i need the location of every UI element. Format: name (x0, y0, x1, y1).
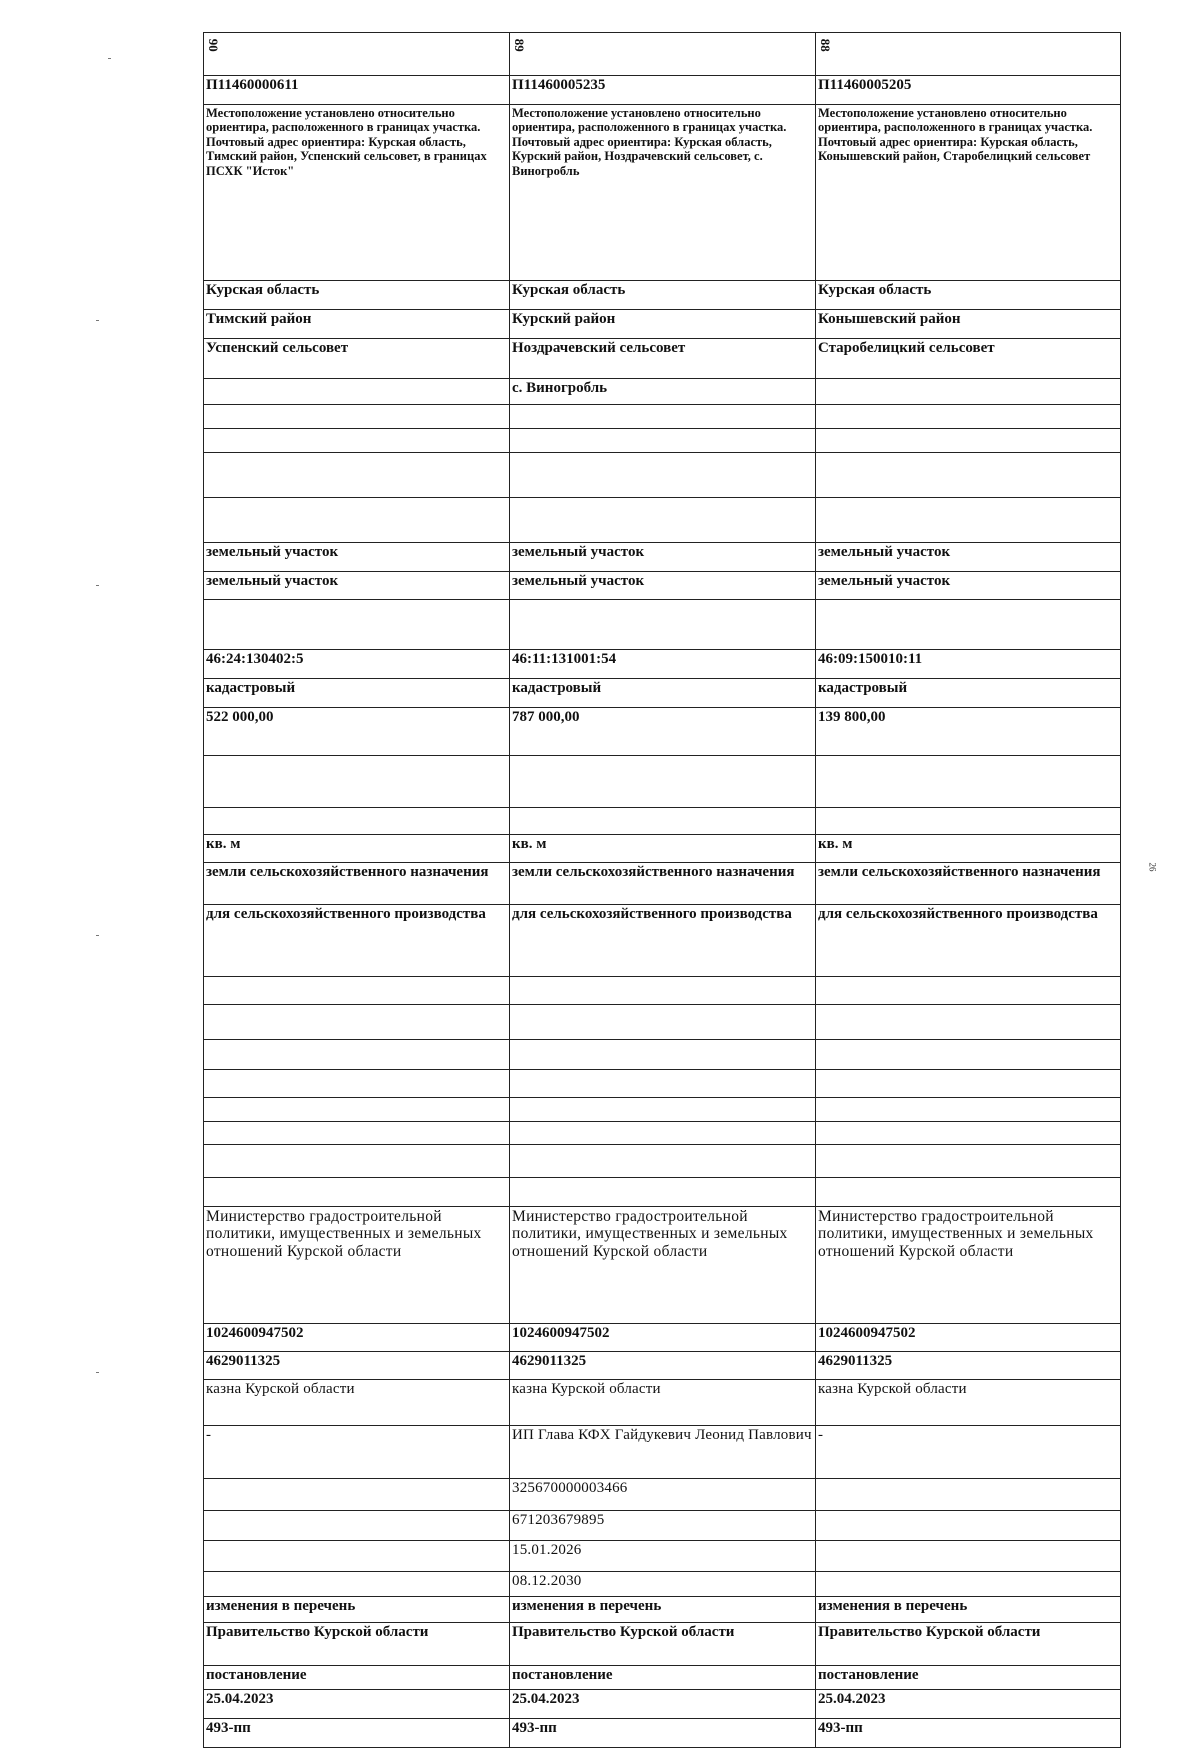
cell-inn: 4629011325 (816, 1352, 1121, 1380)
cell-doc-date: 25.04.2023 (204, 1690, 510, 1719)
cell-empty (510, 429, 816, 453)
cell-empty (510, 1098, 816, 1122)
row-area (204, 708, 1121, 756)
row-empty (204, 453, 1121, 498)
cell-number (816, 33, 1121, 76)
row-doc-number (204, 1719, 1121, 1748)
cell-change-type: изменения в перечень (816, 1597, 1121, 1623)
cell-cadastral-number: 46:11:131001:54 (510, 650, 816, 679)
cell-empty (816, 1178, 1121, 1207)
cell-tenant-ogrn: 325670000003466 (510, 1479, 816, 1511)
row-number (204, 33, 1121, 76)
cell-number (204, 33, 510, 76)
cell-region: Курская область (510, 281, 816, 310)
cell-inn: 4629011325 (204, 1352, 510, 1380)
cell-ogrn: 1024600947502 (204, 1324, 510, 1352)
cell-empty (510, 1040, 816, 1070)
cell-empty (204, 756, 510, 808)
cell-tenant: ИП Глава КФХ Гайдукевич Леонид Павлович (510, 1426, 816, 1479)
cell-empty (816, 977, 1121, 1005)
cell-empty (204, 808, 510, 835)
row-owner (204, 1207, 1121, 1324)
cell-empty (510, 405, 816, 429)
cell-tenant-inn (816, 1511, 1121, 1541)
cell-number (510, 33, 816, 76)
cell-empty (816, 1040, 1121, 1070)
row-number-type (204, 679, 1121, 708)
cell-empty (204, 1098, 510, 1122)
cell-cadastral-number: 46:09:150010:11 (816, 650, 1121, 679)
cell-unit: кв. м (816, 835, 1121, 863)
cell-empty (204, 977, 510, 1005)
row-object-name (204, 572, 1121, 600)
cell-object-type: земельный участок (510, 543, 816, 572)
cell-treasury: казна Курской области (204, 1380, 510, 1426)
cell-district: Тимский район (204, 310, 510, 339)
cell-empty (510, 808, 816, 835)
cell-doc-type: постановление (204, 1666, 510, 1690)
cell-settlement: Успенский сельсовет (204, 339, 510, 379)
cell-permitted-use: для сельскохозяйственного производства (204, 905, 510, 977)
row-unit (204, 835, 1121, 863)
scan-speck (96, 585, 99, 586)
cell-district: Конышевский район (816, 310, 1121, 339)
row-settlement (204, 339, 1121, 379)
cell-doc-date: 25.04.2023 (816, 1690, 1121, 1719)
cell-doc-number: 493-пп (204, 1719, 510, 1748)
cell-tenant-ogrn (204, 1479, 510, 1511)
row-land-category (204, 863, 1121, 905)
cell-authority: Правительство Курской области (204, 1623, 510, 1666)
cell-contract-start (204, 1541, 510, 1572)
cell-empty (816, 1145, 1121, 1178)
row-empty (204, 1070, 1121, 1098)
cell-object-name: земельный участок (204, 572, 510, 600)
cell-region: Курская область (204, 281, 510, 310)
cell-empty (816, 453, 1121, 498)
column-number: 88 (817, 38, 833, 52)
row-empty (204, 977, 1121, 1005)
cell-location: Местоположение установлено относительно ориентира, расположенного в границах участка. Почтовый адрес ориентира: Курская область, Тимский район, Успенский сельсовет, в границах ПСХК "Исток" (204, 105, 510, 281)
scan-speck (108, 58, 111, 59)
row-empty (204, 1178, 1121, 1207)
cell-empty (816, 600, 1121, 650)
cell-empty (816, 1005, 1121, 1040)
cell-empty (510, 498, 816, 543)
row-tenant-ogrn (204, 1479, 1121, 1511)
cell-owner: Министерство градостроительной политики, имущественных и земельных отношений Курской области (816, 1207, 1121, 1324)
cell-tenant: - (816, 1426, 1121, 1479)
cell-empty (510, 977, 816, 1005)
row-empty (204, 1122, 1121, 1145)
cell-registry-id: П11460005205 (816, 76, 1121, 105)
cell-empty (204, 429, 510, 453)
cell-authority: Правительство Курской области (510, 1623, 816, 1666)
cell-contract-start (816, 1541, 1121, 1572)
cell-number-type: кадастровый (816, 679, 1121, 708)
row-cadastral-number (204, 650, 1121, 679)
cell-empty (816, 405, 1121, 429)
cell-empty (510, 756, 816, 808)
cell-doc-date: 25.04.2023 (510, 1690, 816, 1719)
cell-contract-start: 15.01.2026 (510, 1541, 816, 1572)
row-treasury (204, 1380, 1121, 1426)
cell-location: Местоположение установлено относительно ориентира, расположенного в границах участка. Почтовый адрес ориентира: Курская область, Курский район, Ноздрачевский сельсовет, с. Виногробль (510, 105, 816, 281)
cell-land-category: земли сельскохозяйственного назначения (204, 863, 510, 905)
cell-empty (816, 498, 1121, 543)
cell-empty (510, 1145, 816, 1178)
cell-object-name: земельный участок (510, 572, 816, 600)
row-ogrn (204, 1324, 1121, 1352)
cell-empty (816, 1070, 1121, 1098)
cell-registry-id: П11460000611 (204, 76, 510, 105)
cell-empty (816, 429, 1121, 453)
cell-tenant-ogrn (816, 1479, 1121, 1511)
row-registry-id (204, 76, 1121, 105)
cell-location: Местоположение установлено относительно ориентира, расположенного в границах участка. Почтовый адрес ориентира: Курская область, Конышевский район, Старобелицкий сельсовет (816, 105, 1121, 281)
row-contract-start (204, 1541, 1121, 1572)
cell-doc-number: 493-пп (510, 1719, 816, 1748)
row-contract-end (204, 1572, 1121, 1597)
scan-speck (96, 1372, 99, 1373)
cell-owner: Министерство градостроительной политики, имущественных и земельных отношений Курской области (510, 1207, 816, 1324)
cell-area: 139 800,00 (816, 708, 1121, 756)
column-number: 90 (205, 38, 221, 52)
cell-land-category: земли сельскохозяйственного назначения (510, 863, 816, 905)
cell-empty (510, 453, 816, 498)
cell-empty (816, 1098, 1121, 1122)
cell-empty (204, 1040, 510, 1070)
cell-area: 522 000,00 (204, 708, 510, 756)
page-number: 26 (1147, 862, 1158, 872)
row-empty (204, 600, 1121, 650)
cell-empty (204, 405, 510, 429)
row-empty (204, 1145, 1121, 1178)
cell-change-type: изменения в перечень (204, 1597, 510, 1623)
cell-empty (204, 1145, 510, 1178)
row-inn (204, 1352, 1121, 1380)
cell-empty (204, 1122, 510, 1145)
cell-change-type: изменения в перечень (510, 1597, 816, 1623)
cell-tenant: - (204, 1426, 510, 1479)
row-tenant-inn (204, 1511, 1121, 1541)
cell-registry-id: П11460005235 (510, 76, 816, 105)
cell-settlement: Ноздрачевский сельсовет (510, 339, 816, 379)
cell-inn: 4629011325 (510, 1352, 816, 1380)
cell-empty (204, 498, 510, 543)
row-empty (204, 1005, 1121, 1040)
cell-contract-end (816, 1572, 1121, 1597)
cell-authority: Правительство Курской области (816, 1623, 1121, 1666)
cell-land-category: земли сельскохозяйственного назначения (816, 863, 1121, 905)
cell-permitted-use: для сельскохозяйственного производства (510, 905, 816, 977)
scan-speck (96, 320, 99, 321)
cell-cadastral-number: 46:24:130402:5 (204, 650, 510, 679)
cell-locality (204, 379, 510, 405)
cell-locality (816, 379, 1121, 405)
cell-treasury: казна Курской области (510, 1380, 816, 1426)
cell-ogrn: 1024600947502 (816, 1324, 1121, 1352)
cell-owner: Министерство градостроительной политики, имущественных и земельных отношений Курской области (204, 1207, 510, 1324)
cell-area: 787 000,00 (510, 708, 816, 756)
cell-ogrn: 1024600947502 (510, 1324, 816, 1352)
cell-permitted-use: для сельскохозяйственного производства (816, 905, 1121, 977)
cell-doc-type: постановление (510, 1666, 816, 1690)
cell-empty (510, 600, 816, 650)
cell-object-type: земельный участок (204, 543, 510, 572)
row-tenant (204, 1426, 1121, 1479)
cell-empty (816, 808, 1121, 835)
cell-empty (204, 453, 510, 498)
row-locality (204, 379, 1121, 405)
registry-table (203, 32, 1121, 1748)
cell-empty (510, 1005, 816, 1040)
cell-tenant-inn: 671203679895 (510, 1511, 816, 1541)
cell-region: Курская область (816, 281, 1121, 310)
row-authority (204, 1623, 1121, 1666)
cell-locality: с. Виногробль (510, 379, 816, 405)
cell-empty (204, 600, 510, 650)
row-doc-date (204, 1690, 1121, 1719)
row-empty (204, 429, 1121, 453)
row-empty (204, 405, 1121, 429)
cell-unit: кв. м (204, 835, 510, 863)
row-region (204, 281, 1121, 310)
cell-doc-number: 493-пп (816, 1719, 1121, 1748)
cell-empty (204, 1178, 510, 1207)
row-permitted-use (204, 905, 1121, 977)
cell-treasury: казна Курской области (816, 1380, 1121, 1426)
row-empty (204, 1098, 1121, 1122)
cell-district: Курский район (510, 310, 816, 339)
row-change-type (204, 1597, 1121, 1623)
cell-tenant-inn (204, 1511, 510, 1541)
cell-contract-end (204, 1572, 510, 1597)
cell-doc-type: постановление (816, 1666, 1121, 1690)
row-location (204, 105, 1121, 281)
row-empty (204, 498, 1121, 543)
row-district (204, 310, 1121, 339)
row-object-type (204, 543, 1121, 572)
cell-empty (204, 1005, 510, 1040)
cell-empty (816, 1122, 1121, 1145)
cell-settlement: Старобелицкий сельсовет (816, 339, 1121, 379)
scan-speck (96, 935, 99, 936)
cell-number-type: кадастровый (204, 679, 510, 708)
cell-empty (510, 1122, 816, 1145)
row-empty (204, 756, 1121, 808)
column-number: 89 (511, 38, 527, 52)
cell-contract-end: 08.12.2030 (510, 1572, 816, 1597)
row-doc-type (204, 1666, 1121, 1690)
cell-empty (510, 1070, 816, 1098)
cell-empty (204, 1070, 510, 1098)
cell-number-type: кадастровый (510, 679, 816, 708)
cell-unit: кв. м (510, 835, 816, 863)
cell-empty (510, 1178, 816, 1207)
cell-object-type: земельный участок (816, 543, 1121, 572)
row-empty (204, 808, 1121, 835)
cell-object-name: земельный участок (816, 572, 1121, 600)
cell-empty (816, 756, 1121, 808)
row-empty (204, 1040, 1121, 1070)
